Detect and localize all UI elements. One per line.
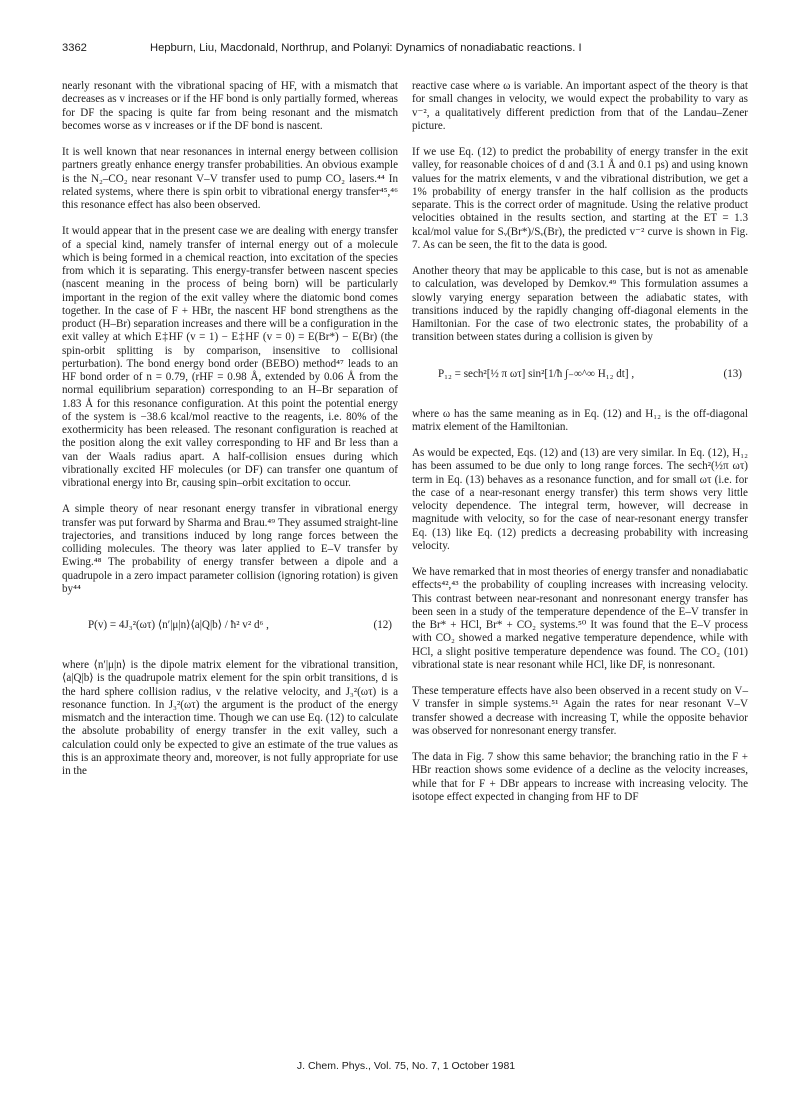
journal-citation: J. Chem. Phys., Vol. 75, No. 7, 1 October 1981 xyxy=(296,1060,516,1072)
page-header xyxy=(62,42,762,58)
paragraph: where ⟨n′|μ|n⟩ is the dipole matrix element for the vibrational transition, ⟨a|Q|b⟩ is the quadrupole matrix element for the spin orbit transitions, d is the hard sphere collision radius, v the relative velocity, and J₃²(ωτ) is a resonance function. In J₃²(ωτ) the argument is the product of the energy mismatch and the interaction time. Though we can use Eq. (12) to calculate the absolute probability of energy transfer in the exit valley, such a calculation could only be expected to give an estimate of the true values as this is an approximate theory and, moreover, is not fully appropriate for use in the xyxy=(62,659,398,777)
running-title: Hepburn, Liu, Macdonald, Northrup, and Polanyi: Dynamics of nonadiabatic reactions. I xyxy=(150,42,582,54)
paragraph: where ω has the same meaning as in Eq. (12) and H₁₂ is the off-diagonal matrix element of the Hamiltonian. xyxy=(412,407,748,433)
paragraph: The data in Fig. 7 show this same behavior; the branching ratio in the F + HBr reaction shows some evidence of a decline as the velocity increases, while that for F + DBr appears to increase with increasing velocity. The isotope effect expected in changing from HF to DF xyxy=(412,751,748,803)
paragraph: A simple theory of near resonant energy transfer in vibrational energy transfer was put forward by Sharma and Brau.⁴⁹ They assumed straight-line trajectories, and transitions induced by long range forces between the colliding molecules. The theory was later applied to E–V transfer by Ewing.⁴⁸ The probability of energy transfer between a dipole and a quadrupole in a zero impact parameter collision (ignoring rotation) is given by⁴⁴ xyxy=(62,503,398,595)
left-column xyxy=(62,80,398,791)
paragraph: We have remarked that in most theories of energy transfer and nonadiabatic effects⁴²,⁴³ the probability of coupling increases with increasing velocity. This contrast between near-resonant and nonresonant energy transfer has been seen in a study of the temperature dependence of the E–V transfer in the Br* + HCl, Br* + CO₂ systems.⁵⁰ It was found that the E–V process with CO₂ showed a marked negative temperature dependence, while with HCl, a slight positive temperature dependence was found. The CO₂ (101) vibrational state is near resonant while HCl, like DF, is nonresonant. xyxy=(412,566,748,671)
paragraph: It is well known that near resonances in internal energy between collision partners greatly enhance energy transfer probabilities. An obvious example is the N₂–CO₂ near resonant V–V transfer used to pump CO₂ lasers.⁴⁴ In related systems, where there is spin orbit to vibrational energy transfer⁴⁵,⁴⁶ this resonance effect has also been observed. xyxy=(62,146,398,211)
equation-12 xyxy=(62,609,398,649)
equation-13 xyxy=(412,358,748,398)
paragraph: If we use Eq. (12) to predict the probability of energy transfer in the exit valley, for reasonable choices of d and (3.1 Å and 0.1 ps) and using known values for the matrix elements, v and the vibrational distribution, we get a 1% probability of energy transfer in the half collision as the products separate. This is the correct order of magnitude. Using the relative product velocities obtained in the results section, and starting at the ET = 1.3 kcal/mol value for Sᵥ(Br*)/Sᵥ(Br), the predicted v⁻² curve is shown in Fig. 7. As can be seen, the fit to the data is good. xyxy=(412,146,748,251)
paragraph: nearly resonant with the vibrational spacing of HF, with a mismatch that decreases as v increases or if the HF bond is only partially formed, whereas for DF the spacing is quite far from being resonant and the mismatch becomes worse as v increases or if the DF bond is nascent. xyxy=(62,80,398,132)
paragraph: As would be expected, Eqs. (12) and (13) are very similar. In Eq. (12), H₁₂ has been assumed to be due only to long range forces. The sech²(½π ωτ) term in Eq. (13) behaves as a resonance function, and for small ωτ (i.e. for the case of a near-resonant energy transfer) this term shows very little velocity dependence. The integral term, however, will decrease in magnitude with velocity, so for the case of near-resonant energy transfer Eq. (13) like Eq. (12) predicts a decreasing probability with increasing velocity. xyxy=(412,447,748,552)
equation-body: P₁₂ = sech²[½ π ωτ] sin²[1/ħ ∫₋∞^∞ H₁₂ dt] , xyxy=(438,367,635,380)
page-footer xyxy=(0,1060,812,1072)
paragraph: These temperature effects have also been observed in a recent study on V–V transfer in simple systems.⁵¹ Again the rates for near resonant V–V transfer showed a decrease with increasing T, while the opposite behavior was observed for nonresonant energy transfer. xyxy=(412,685,748,737)
paragraph: It would appear that in the present case we are dealing with energy transfer of a special kind, namely transfer of internal energy out of a molecule which is being formed in a chemical reaction, into excitation of the species from which it is separating. This energy-transfer between nascent species (nascent meaning in the process of being born) will be particularly important in the region of the exit valley where the diatomic bond comes together. In the case of F + HBr, the nascent HF bond strengthens as the product (H–Br) separation increases and there will be a configuration in the exit valley at which E‡HF (v = 1) − E‡HF (v = 0) = E(Br*) − E(Br) (the spin-orbit splitting is by comparison, insensitive to collisional perturbation). The bond energy bond order (BEBO) method⁴⁷ leads to an HF bond order of n = 0.79, (rHF = 0.98 Å, extended by 0.06 Å from the normal equilibrium separation) corresponding to an H–Br separation of 1.83 Å for this resonance configuration. At this point the potential energy of the system is −38.6 kcal/mol reactive to the reagents, i.e. 80% of the exothermicity has been released. The resonant configuration is reached at the position along the exit valley corresponding to HF and Br less than a van der Waals radius apart. A half-collision ensues during which vibrationally excited HF molecules (or DF) can transfer one quantum of vibrational energy into Br, causing spin–orbit excitation to occur. xyxy=(62,225,398,489)
paragraph: reactive case where ω is variable. An important aspect of the theory is that for small changes in velocity, we would expect the probability to vary as v⁻², a qualitatively different prediction from that of the Landau–Zener picture. xyxy=(412,80,748,132)
equation-number: (13) xyxy=(723,367,742,380)
right-column xyxy=(412,80,748,817)
equation-body: P(v) = 4J₃²(ωτ) ⟨n′|μ|n⟩⟨a|Q|b⟩ / ħ² v² d⁶ , xyxy=(88,619,269,631)
paragraph: Another theory that may be applicable to this case, but is not as amenable to calculation, was developed by Demkov.⁴⁹ This formulation assumes a slowly varying energy separation between the adiabatic states, with transitions induced by the rapidly changing off-diagonal elements in the Hamiltonian. For the case of two electronic states, the probability of a transition between states during a collision is given by xyxy=(412,265,748,344)
page-number: 3362 xyxy=(62,42,87,54)
equation-number: (12) xyxy=(373,619,392,631)
